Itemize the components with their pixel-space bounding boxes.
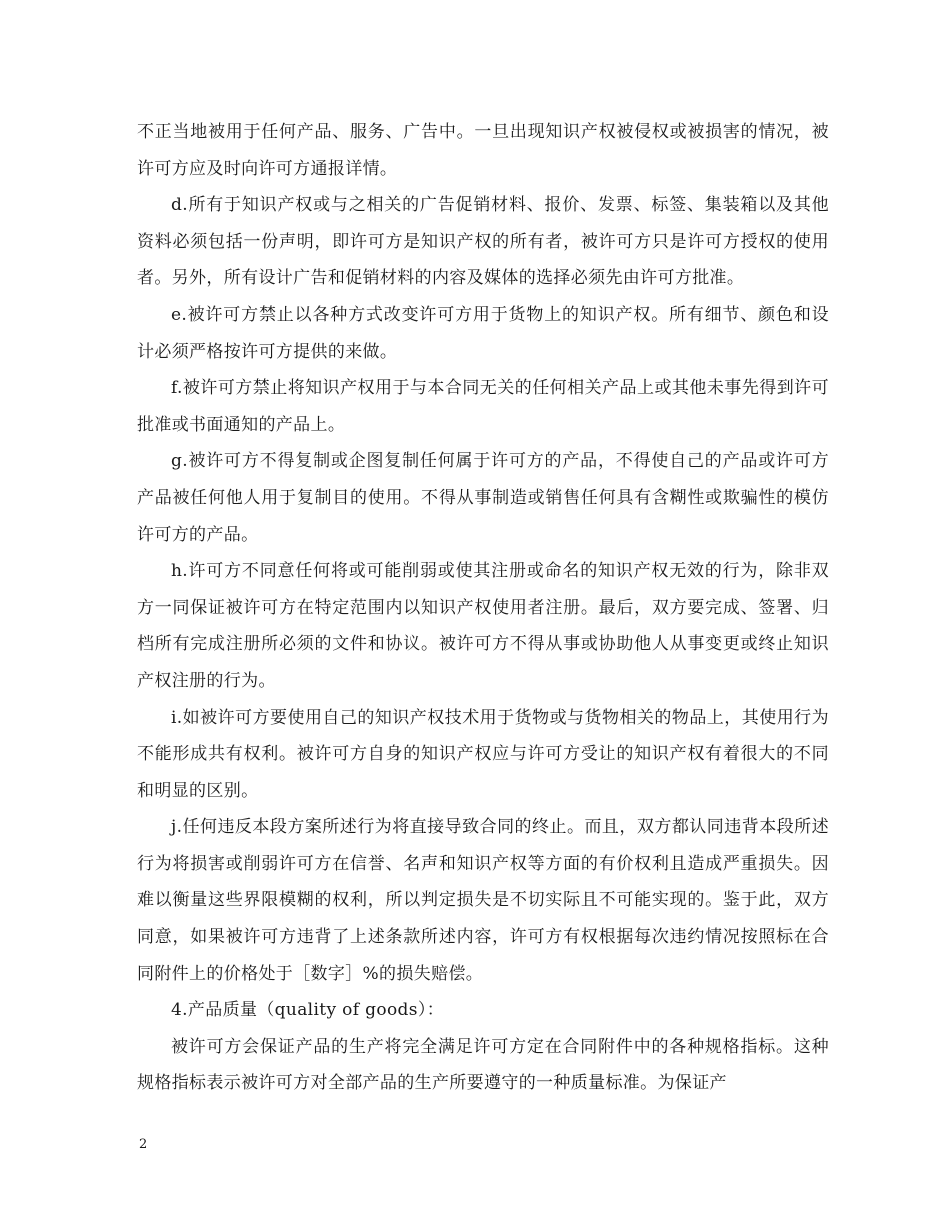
- paragraph-continuation: 不正当地被用于任何产品、服务、广告中。一旦出现知识产权被侵权或被损害的情况，被许可方应及时向许可方通报详情。: [137, 122, 829, 179]
- section-heading-quality: 4.产品质量（quality of goods）：: [171, 1000, 445, 1021]
- paragraph-quality: 被许可方会保证产品的生产将完全满足许可方定在合同附件中的各种规格指标。这种规格指标表示被许可方对全部产品的生产所要遵守的一种质量标准。为保证产: [137, 1036, 829, 1094]
- page-number: 2: [139, 1137, 148, 1152]
- paragraph-clause-i: i.如被许可方要使用自己的知识产权技术用于货物或与货物相关的物品上，其使用行为不能形成共有权利。被许可方自身的知识产权应与许可方受让的知识产权有着很大的不同和明显的区别。: [137, 707, 829, 801]
- paragraph-clause-f: f.被许可方禁止将知识产权用于与本合同无关的任何相关产品上或其他未事先得到许可批准或书面通知的产品上。: [137, 378, 829, 435]
- paragraph-clause-g: g.被许可方不得复制或企图复制任何属于许可方的产品，不得使自己的产品或许可方产品被任何他人用于复制目的使用。不得从事制造或销售任何具有含糊性或欺骗性的模仿许可方的产品。: [137, 451, 829, 545]
- paragraph-clause-e: e.被许可方禁止以各种方式改变许可方用于货物上的知识产权。所有细节、颜色和设计必须严格按许可方提供的来做。: [137, 304, 829, 362]
- paragraph-clause-j: j.任何违反本段方案所述行为将直接导致合同的终止。而且，双方都认同违背本段所述行为将损害或削弱许可方在信誉、名声和知识产权等方面的有价权利且造成严重损失。因难以衡量这些界限模糊的权利，所以判定损失是不切实际且不可能实现的。鉴于此，双方同意，如果被许可方违背了上述条款所述内容，许可方有权根据每次违约情况按照标在合同附件上的价格处于［数字］%的损失赔偿。: [137, 817, 829, 984]
- document-body: [137, 114, 829, 1102]
- paragraph-clause-d: d.所有于知识产权或与之相关的广告促销材料、报价、发票、标签、集装箱以及其他资料必须包括一份声明，即许可方是知识产权的所有者，被许可方只是许可方授权的使用者。另外，所有设计广告和促销材料的内容及媒体的选择必须先由许可方批准。: [137, 195, 829, 289]
- paragraph-clause-h: h.许可方不同意任何将或可能削弱或使其注册或命名的知识产权无效的行为，除非双方一同保证被许可方在特定范围内以知识产权使用者注册。最后，双方要完成、签署、归档所有完成注册所必须的文件和协议。被许可方不得从事或协助他人从事变更或终止知识产权注册的行为。: [137, 561, 829, 691]
